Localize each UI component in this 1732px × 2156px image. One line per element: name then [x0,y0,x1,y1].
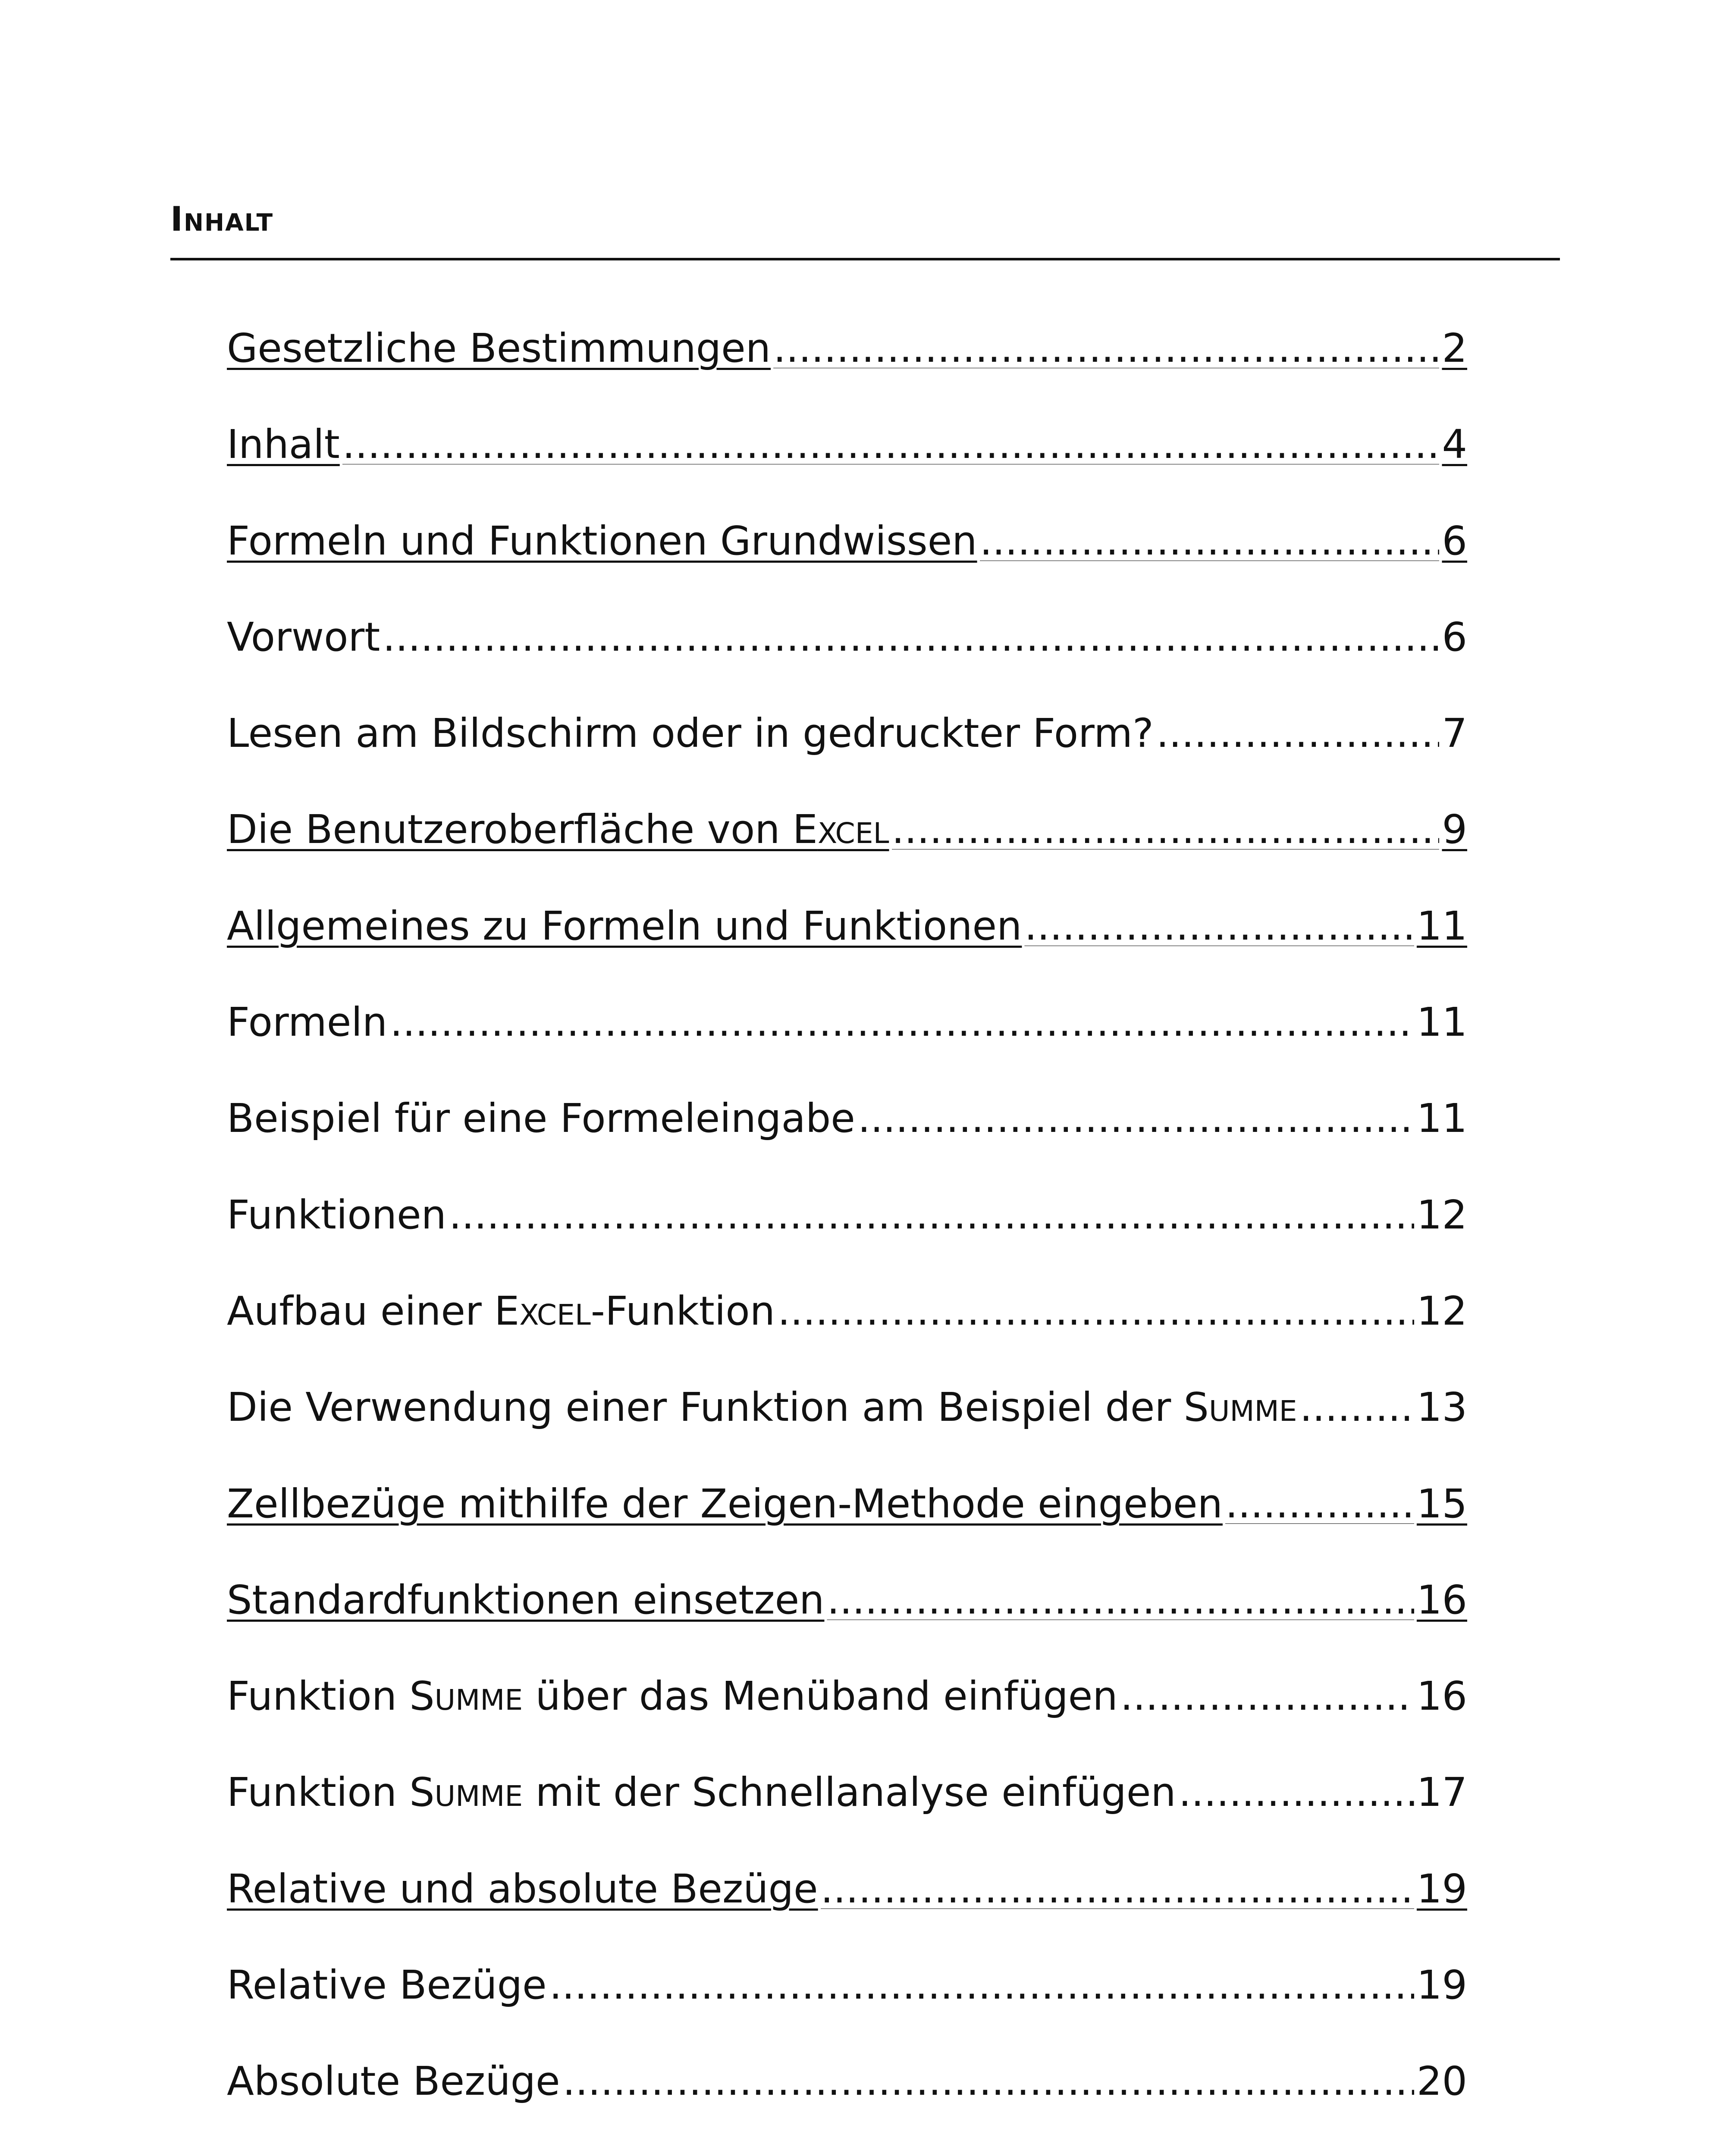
title-text: Aufbau einer E [227,1291,520,1334]
title-text: Funktion S [227,1677,435,1720]
toc-entry [227,2062,1467,2156]
toc-entry-page: 11 [1416,1099,1467,1142]
dot-leader [1156,714,1440,753]
toc-entry [227,1195,1467,1291]
toc-entry-page: 15 [1416,1484,1467,1527]
toc-entry-title [227,714,1154,757]
toc-entry [227,1773,1467,1869]
title-text: Funktion S [227,1773,435,1816]
dot-leader [778,1291,1414,1331]
dot-leader [1024,906,1414,946]
toc-entry-page: 16 [1416,1580,1467,1623]
heading-rule [170,258,1560,260]
title-text: Beispiel für eine Formeleingabe [227,1099,855,1142]
toc-entry-page: 11 [1416,1003,1467,1046]
toc-entry-page: 12 [1416,1195,1467,1238]
toc-entry [227,1677,1467,1773]
toc-entry-title [227,329,771,371]
toc-entry [227,1003,1467,1099]
toc-entry-page: 13 [1416,1388,1467,1431]
title-text: Die Benutzeroberfläche von E [227,810,818,853]
toc-entry-title [227,1484,1223,1527]
toc-entry-title [227,906,1022,949]
toc-entry-page: 2 [1442,329,1467,371]
dot-leader [821,1869,1414,1909]
toc-entry-page: 4 [1442,425,1467,468]
title-text: Formeln [227,1003,388,1046]
toc-entry [227,714,1467,810]
toc-entry[interactable] [227,906,1467,1003]
toc-entry-page: 7 [1442,714,1467,757]
title-text: Zellbezüge mithilfe der Zeigen-Methode eingeben [227,1484,1223,1527]
toc-entry-page: 19 [1416,1869,1467,1912]
dot-leader [1225,1484,1414,1524]
small-caps-text: XCEL [817,817,889,850]
toc-entry-title [227,1869,818,1912]
toc-entry-page: 19 [1416,1965,1467,2009]
toc-entry-title [227,2062,560,2105]
toc-entry [227,1099,1467,1195]
toc-entry-title [227,1195,446,1238]
small-caps-text: UMME [434,1780,523,1813]
toc-entry[interactable] [227,329,1467,425]
toc-entry[interactable] [227,425,1467,521]
toc-entry-page: 12 [1416,1291,1467,1334]
small-caps-text: UMME [434,1683,523,1717]
dot-leader [549,1965,1414,2005]
title-text: Funktionen [227,1195,446,1238]
dot-leader [383,617,1439,657]
toc-entry[interactable] [227,810,1467,906]
dot-leader [892,810,1440,849]
dot-leader [449,1195,1414,1235]
toc-entry-page: 11 [1416,906,1467,949]
dot-leader [827,1580,1414,1620]
small-caps-text: XCEL [519,1298,591,1332]
toc-entry [227,1965,1467,2062]
title-text: Formeln und Funktionen Grundwissen [227,521,977,564]
title-text: Standardfunktionen einsetzen [227,1580,825,1623]
toc-entry [227,1388,1467,1484]
toc-entry-title [227,1965,547,2009]
toc-entry-title [227,1773,1176,1816]
title-text: Relative und absolute Bezüge [227,1869,818,1912]
toc-entry [227,617,1467,714]
toc-entry[interactable] [227,1580,1467,1677]
title-text: -Funktion [590,1291,775,1334]
toc-entry-title [227,1099,855,1142]
dot-leader [1300,1388,1414,1427]
title-text: Gesetzliche Bestimmungen [227,329,771,371]
table-of-contents [227,329,1467,2156]
dot-leader [1120,1677,1414,1716]
toc-entry-page: 6 [1442,521,1467,564]
dot-leader [858,1099,1414,1138]
toc-entry-page: 9 [1442,810,1467,853]
toc-entry[interactable] [227,1869,1467,1965]
toc-entry-page: 17 [1416,1773,1467,1816]
title-text: Lesen am Bildschirm oder in gedruckter Form? [227,714,1154,757]
title-text: Vorwort [227,617,380,660]
toc-entry-title [227,1677,1118,1720]
title-text: Relative Bezüge [227,1965,547,2009]
toc-entry-title [227,521,977,564]
toc-entry-title [227,425,340,468]
small-caps-text: UMME [1208,1395,1297,1428]
dot-leader [1179,1773,1414,1812]
dot-leader [980,521,1440,561]
title-text: Die Verwendung einer Funktion am Beispiel der S [227,1388,1209,1431]
toc-entry [227,1291,1467,1388]
dot-leader [773,329,1439,368]
toc-entry[interactable] [227,521,1467,617]
toc-entry-page: 16 [1416,1677,1467,1720]
dot-leader [342,425,1440,464]
title-text: Absolute Bezüge [227,2062,560,2105]
toc-entry-title [227,810,889,853]
toc-entry-title [227,617,380,660]
toc-entry-title [227,1388,1297,1431]
title-text: über das Menüband einfügen [523,1677,1118,1720]
toc-entry-page: 20 [1416,2062,1467,2105]
page-title: Inhalt [170,200,274,239]
title-text: Allgemeines zu Formeln und Funktionen [227,906,1022,949]
toc-entry-title [227,1580,825,1623]
title-text: Inhalt [227,425,340,468]
dot-leader [390,1003,1414,1042]
dot-leader [563,2062,1414,2101]
toc-entry-title [227,1291,775,1334]
title-text: mit der Schnellanalyse einfügen [523,1773,1176,1816]
toc-entry-page: 6 [1442,617,1467,660]
toc-entry[interactable] [227,1484,1467,1580]
toc-entry-title [227,1003,388,1046]
